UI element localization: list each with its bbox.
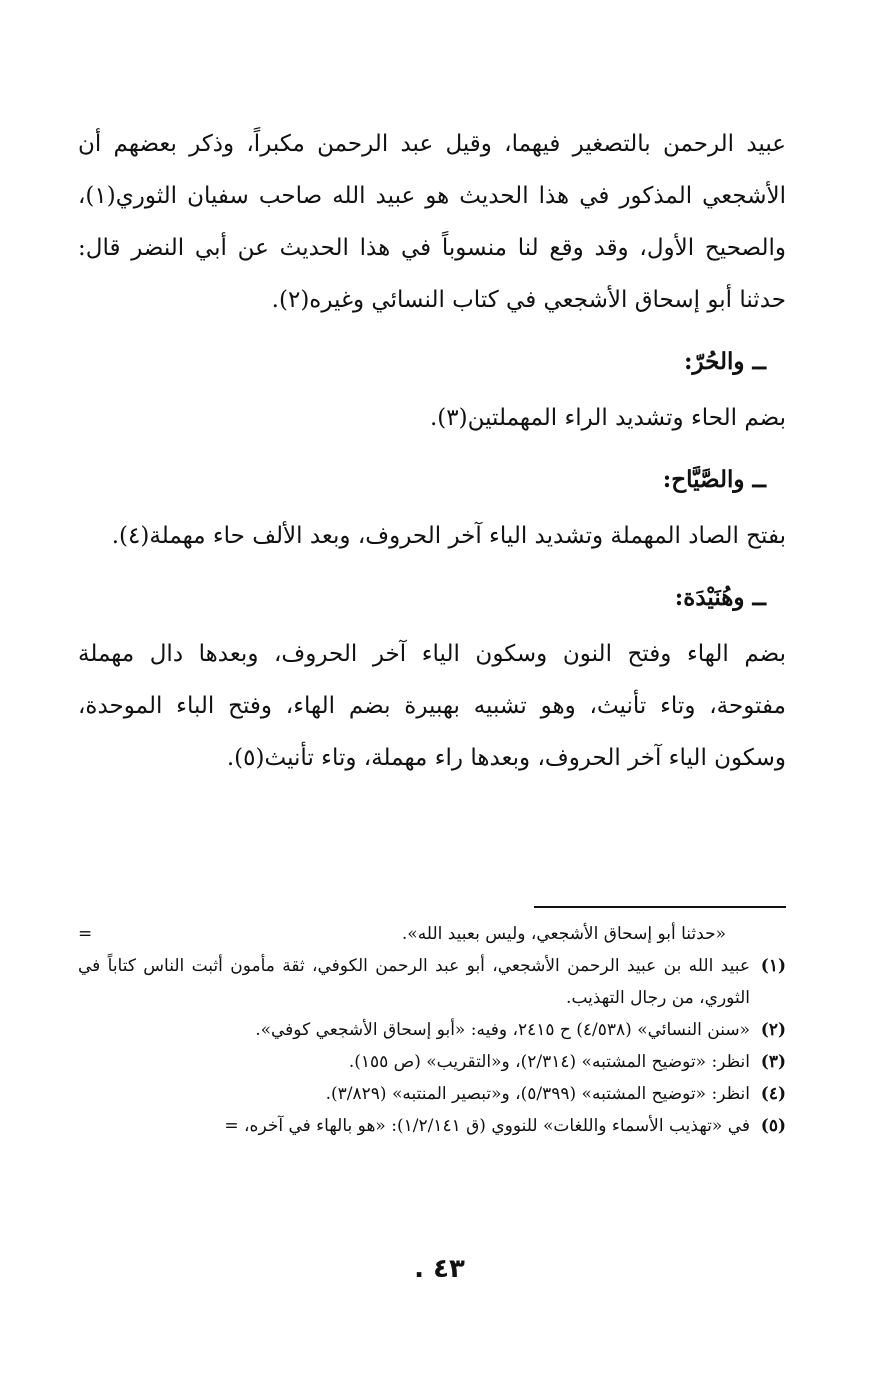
footnote-number: (٤) <box>760 1084 786 1104</box>
page-number: ٤٣ . <box>414 1254 465 1284</box>
main-text <box>78 118 786 784</box>
footnote-divider <box>534 906 786 908</box>
footnote-1 <box>78 950 786 1014</box>
footnote-4 <box>78 1078 786 1110</box>
term-hunayda: ــ وهُنَيْدَة: <box>674 584 766 611</box>
footnote-text: في «تهذيب الأسماء واللغات» للنووي (ق ١/٢/١٤١): «هو بالهاء في آخره، = <box>224 1116 750 1136</box>
term-al-hurr: ــ والحُرّ: <box>683 348 766 375</box>
footnote-text: انظر: «توضيح المشتبه» (٢/٣١٤)، و«التقريب» (ص ١٥٥). <box>348 1052 750 1072</box>
footnote-number: (٥) <box>760 1116 786 1136</box>
footnote-number: (٢) <box>760 1020 786 1040</box>
definition-hunayda: بضم الهاء وفتح النون وسكون الياء آخر الحروف، وبعدها دال مهملة مفتوحة، وتاء تأنيث، وهو تشبيه بهبيرة بضم الهاء، وفتح الباء الموحدة، وسكون الياء آخر الحروف، وبعدها راء مهملة، وتاء تأنيث(٥). <box>78 641 786 771</box>
footnote-5 <box>78 1110 786 1142</box>
definition-al-sayyah: بفتح الصاد المهملة وتشديد الياء آخر الحروف، وبعد الألف حاء مهملة(٤). <box>111 523 786 549</box>
footnote-number: (١) <box>760 956 786 976</box>
body-text <box>78 118 786 784</box>
footnote-number: (٣) <box>760 1052 786 1072</box>
footnote-continuation <box>78 918 786 950</box>
footnote-text: عبيد الله بن عبيد الرحمن الأشجعي، أبو عبد الرحمن الكوفي، ثقة مأمون أثبت الناس كتاباً في الثوري، من رجال التهذيب. <box>78 956 750 1008</box>
paragraph-1: عبيد الرحمن بالتصغير فيهما، وقيل عبد الرحمن مكبراً، وذكر بعضهم أن الأشجعي المذكور في هذا الحديث هو عبيد الله صاحب سفيان الثوري(١)، والصحيح الأول، وقد وقع لنا منسوباً في هذا الحديث عن أبي النضر قال: حدثنا أبو إسحاق الأشجعي في كتاب النسائي وغيره(٢). <box>78 131 786 313</box>
footnote-text: «سنن النسائي» (٤/٥٣٨) ح ٢٤١٥، وفيه: «أبو إسحاق الأشجعي كوفي». <box>255 1020 750 1040</box>
footnotes <box>78 906 786 1142</box>
footnote-3 <box>78 1046 786 1078</box>
term-al-sayyah: ــ والصَّيَّاح: <box>662 466 766 493</box>
footnote-text: انظر: «توضيح المشتبه» (٥/٣٩٩)، و«تبصير المنتبه» (٣/٨٢٩). <box>325 1084 750 1104</box>
continuation-mark: = <box>78 924 93 944</box>
continuation-text: «حدثنا أبو إسحاق الأشجعي، وليس بعبيد الله». <box>401 924 726 944</box>
definition-al-hurr: بضم الحاء وتشديد الراء المهملتين(٣). <box>429 405 786 431</box>
footnote-2 <box>78 1014 786 1046</box>
